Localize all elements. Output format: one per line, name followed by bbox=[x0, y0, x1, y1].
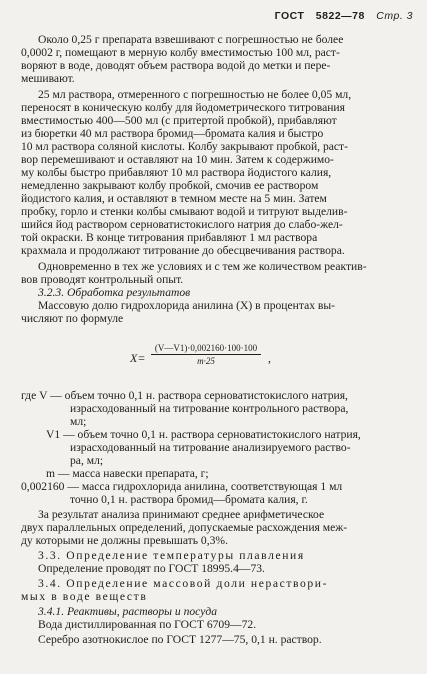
page-header bbox=[267, 10, 413, 22]
text-line: Вода дистиллированная по ГОСТ 6709—72. bbox=[38, 618, 257, 631]
text-line: 10 мл раствора соляной кислоты. Колбу закрывают пробкой, раст- bbox=[21, 140, 348, 153]
definition-line: израсходованный на титрование анализируемого раство- bbox=[70, 441, 351, 454]
text-line: той окраски. В конце титрования прибавляют 1 мл раствора bbox=[21, 231, 318, 244]
text-line: 25 мл раствора, отмеренного с погрешностью не более 0,05 мл, bbox=[38, 88, 352, 101]
text-line: Около 0,25 г препарата взвешивают с погрешностью не более bbox=[38, 33, 344, 46]
definition-line: m — масса навески препарата, г; bbox=[46, 467, 209, 480]
text-line: Определение проводят по ГОСТ 18995.4—73. bbox=[38, 562, 265, 575]
text-line: ду которыми не должны превышать 0,3%. bbox=[21, 534, 228, 547]
text-line: мешивают. bbox=[21, 72, 75, 85]
header-gost: ГОСТ bbox=[274, 10, 305, 22]
text-line: крахмала и продолжают титрование до обесцвечивания раствора. bbox=[21, 244, 345, 257]
formula-comma: , bbox=[268, 351, 271, 365]
formula-fraction bbox=[151, 343, 261, 366]
text-line: шийся йод раствором серноватистокислого натрия до слабо-жел- bbox=[21, 218, 343, 231]
formula-denominator: m·25 bbox=[197, 356, 215, 366]
formula-lhs: X= bbox=[130, 351, 146, 365]
section-heading: 3.2.3. Обработка результатов bbox=[38, 286, 191, 299]
text-line: воряют в воде, доводят объем раствора водой до метки и пере- bbox=[21, 59, 331, 72]
definition-line: мл; bbox=[70, 415, 87, 428]
text-line: числяют по формуле bbox=[21, 312, 124, 325]
text-line: му колбы быстро прибавляют 10 мл раствора йодистого калия, bbox=[21, 166, 332, 179]
text-line: переносят в коническую колбу для йодометрического титрования bbox=[21, 101, 345, 114]
definition-line: ра, мл; bbox=[70, 454, 104, 467]
text-line: вместимостью 400—500 мл (с притертой пробкой), прибавляют bbox=[21, 114, 337, 127]
definition-line: V1 — объем точно 0,1 н. раствора серноватистокислого натрия, bbox=[46, 428, 361, 441]
text-line: немедленно закрывают колбу пробкой, смочив ее раствором bbox=[21, 179, 319, 192]
text-line: двух параллельных определений, допускаемые расхождения меж- bbox=[21, 521, 348, 534]
header-standard-number: 5822—78 bbox=[315, 10, 365, 22]
text-line: Массовую долю гидрохлорида анилина (X) в процентах вы- bbox=[38, 299, 336, 312]
definition-line: точно 0,1 н. раствора бромид—бромата калия, г. bbox=[70, 493, 308, 506]
formula-numerator: (V—V1)·0,002160·100·100 bbox=[151, 343, 261, 355]
text-line: из бюретки 40 мл раствора бромид—бромата калия и быстро bbox=[21, 127, 324, 140]
section-heading: мых в воде веществ bbox=[21, 590, 148, 603]
section-heading: 3.3. Определение температуры плавления bbox=[38, 549, 305, 562]
definition-line: 0,002160 — масса гидрохлорида анилина, соответствующая 1 мл bbox=[21, 480, 343, 493]
definition-line: где V — объем точно 0,1 н. раствора серноватистокислого натрия, bbox=[21, 389, 348, 402]
section-heading: 3.4. Определение массовой доли нераствори- bbox=[38, 577, 329, 590]
header-page-number: Стр. 3 bbox=[376, 10, 413, 22]
text-line: 0,0002 г, помещают в мерную колбу вместимостью 100 мл, раст- bbox=[21, 46, 340, 59]
definition-line: израсходованный на титрование контрольного раствора, bbox=[70, 402, 349, 415]
text-line: Одновременно в тех же условиях и с тем же количеством реактив- bbox=[38, 260, 367, 273]
text-line: Серебро азотнокислое по ГОСТ 1277—75, 0,1 н. раствор. bbox=[38, 633, 322, 646]
text-line: За результат анализа принимают среднее арифметическое bbox=[38, 508, 325, 521]
text-line: йодистого калия, и оставляют в темном месте на 5 мин. Затем bbox=[21, 192, 327, 205]
text-line: вов проводят контрольный опыт. bbox=[21, 273, 184, 286]
text-line: пробку, горло и стенки колбы смывают водой и титруют выделив- bbox=[21, 205, 348, 218]
subsection-heading: 3.4.1. Реактивы, растворы и посуда bbox=[38, 605, 218, 618]
text-line: вор перемешивают и оставляют на 10 мин. Затем к содержимо- bbox=[21, 153, 334, 166]
